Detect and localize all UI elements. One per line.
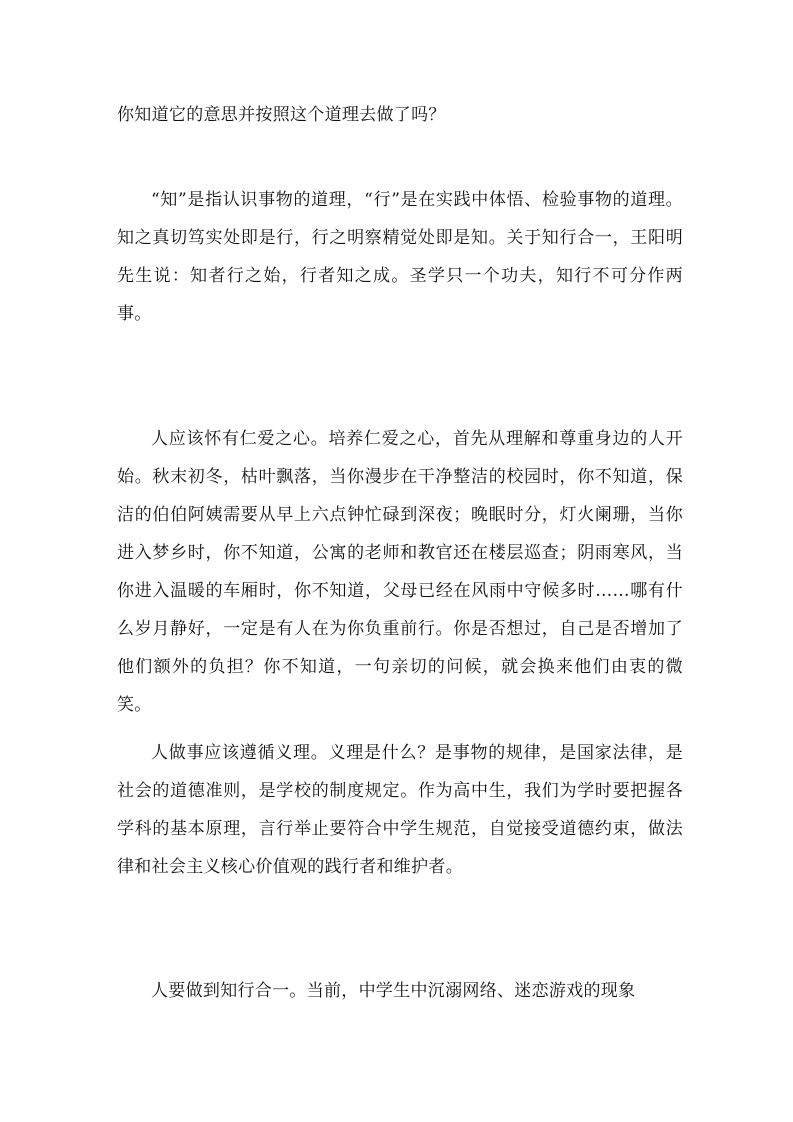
paragraph-unity-knowledge-action: 人要做到知行合一。当前，中学生中沉溺网络、迷恋游戏的现象	[151, 981, 636, 1001]
paragraph-continuation: 你知道它的意思并按照这个道理去做了吗？	[117, 105, 446, 125]
paragraph-righteousness: 人做事应该遵循义理。义理是什么？是事物的规律，是国家法律，是社会的道德准则，是学校的制度规定。作为高中生，我们为学时要把握各学科的基本原理，言行举止要符合中学生规范，自觉接受道德约束，做法律和社会主义核心价值观的践行者和维护者。	[117, 743, 683, 877]
paragraph-zhixing-definition: “知”是指认识事物的道理，“行”是在实践中体悟、检验事物的道理。知之真切笃实处即是行，行之明察精觉处即是知。关于知行合一，王阳明先生说：知者行之始，行者知之成。圣学只一个功夫，知行不可分作两事。	[117, 190, 683, 324]
paragraph-benevolence: 人应该怀有仁爱之心。培养仁爱之心，首先从理解和尊重身边的人开始。秋末初冬，枯叶飘落，当你漫步在干净整洁的校园时，你不知道，保洁的伯伯阿姨需要从早上六点钟忙碌到深夜；晚眠时分，灯火阑珊，当你进入梦乡时，你不知道，公寓的老师和教官还在楼层巡查；阴雨寒风，当你进入温暖的车厢时，你不知道，父母已经在风雨中守候多时……哪有什么岁月静好，一定是有人在为你负重前行。你是否想过，自己是否增加了他们额外的负担？你不知道，一句亲切的问候，就会换来他们由衷的微笑。	[117, 429, 683, 715]
